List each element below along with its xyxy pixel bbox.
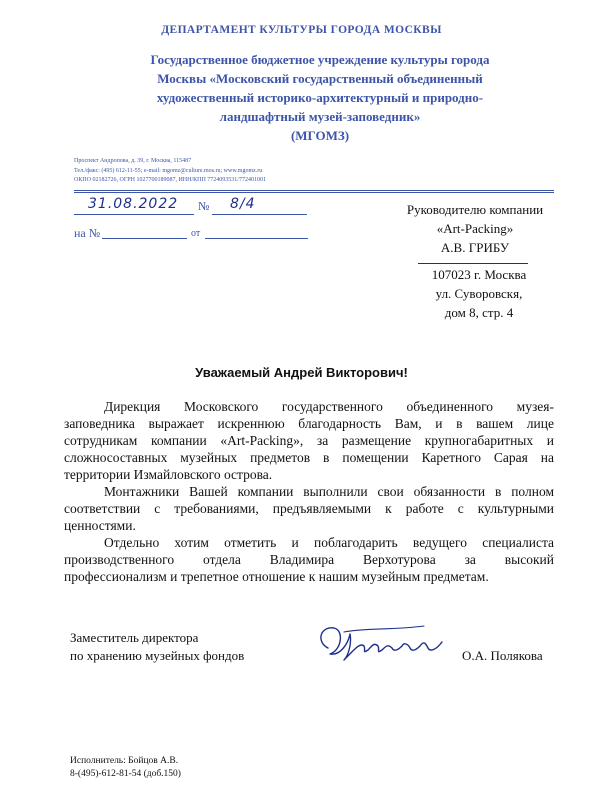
paragraph-line: Монтажники Вашей компании выполнили свои обязанности в полном [104, 484, 554, 499]
contact-address: Проспект Андропова, д. 39, г. Москва, 115487 [74, 158, 192, 164]
organization-line: художественный историко-архитектурный и природно- [156, 90, 484, 105]
paragraph-line: сложносоставных музейных предметов в помещении Каретного Сарая на [64, 450, 554, 465]
paragraph-line: производственного отдела Владимира Верхотурова за высокий [64, 552, 554, 567]
executor-name: Исполнитель: Бойцов А.В. [70, 756, 179, 766]
reply-number-line [102, 238, 187, 239]
letterhead-divider [74, 192, 554, 193]
paragraph-installers [64, 483, 554, 534]
letter-number: 8/4 [230, 196, 256, 212]
date-field-line [74, 214, 194, 215]
organization-abbreviation: (МГОМЗ) [290, 128, 350, 143]
contact-registration-codes: ОКПО 02182726, ОГРН 1027700189087, ИНН/КПП 7724093531/772401001 [74, 177, 266, 183]
paragraph-gratitude [64, 398, 554, 483]
executor-phone: 8-(495)-612-81-54 (доб.150) [70, 769, 181, 779]
department-header: ДЕПАРТАМЕНТ КУЛЬТУРЫ ГОРОДА МОСКВЫ [161, 24, 442, 36]
handwritten-signature [314, 620, 454, 665]
organization-line: Москвы «Московский государственный объединенный [157, 71, 483, 86]
position-line: по хранению музейных фондов [70, 648, 245, 663]
address-line: дом 8, стр. 4 [444, 305, 514, 320]
address-line: ул. Суворовскя, [435, 286, 523, 301]
addressee-block [370, 200, 580, 257]
number-label: № [198, 199, 210, 213]
number-field-line [212, 214, 307, 215]
addressee-divider [418, 263, 528, 264]
from-label: от [191, 228, 201, 239]
addressee-company: «Art-Packing» [436, 221, 514, 236]
paragraph-line: заповедника выражает искреннюю благодарность Вам, и в вашем лице [64, 416, 554, 431]
position-line: Заместитель директора [70, 630, 199, 645]
signatory-position [70, 629, 244, 665]
paragraph-line: Отдельно хотим отметить и поблагодарить ведущего специалиста [104, 535, 554, 550]
paragraph-line: соответствии с требованиями, предъявляемыми к работе с культурными [64, 501, 554, 516]
address-line: 107023 г. Москва [431, 267, 527, 282]
contact-phone-email: Тел./факс: (495) 612-11-55; e-mail: mgomz@culture.mos.ru; www.mgomz.ru [74, 167, 263, 174]
paragraph-line: профессионализм и трепетное отношение к нашим музейным предметам. [64, 569, 489, 584]
executor-info [70, 755, 181, 781]
addressee-name: А.В. ГРИБУ [440, 240, 510, 255]
paragraph-line: ценностями. [64, 518, 136, 533]
paragraph-line: территории Измайловского острова. [64, 467, 273, 482]
paragraph-line: сотрудникам компании «Art-Packing», за размещение крупногабаритных и [64, 433, 554, 448]
letter-date: 31.08.2022 [88, 196, 179, 212]
organization-name [110, 50, 530, 145]
organization-line: ландшафтный музей-заповедник» [219, 109, 421, 124]
reply-date-line [205, 238, 308, 239]
organization-line: Государственное бюджетное учреждение культуры города [150, 52, 490, 67]
paragraph-line: Дирекция Московского государственного объединенного музея- [104, 399, 554, 414]
salutation: Уважаемый Андрей Викторович! [195, 365, 408, 380]
addressee-position: Руководителю компании [406, 202, 544, 217]
contact-block [74, 157, 266, 186]
signatory-name: О.А. Полякова [462, 648, 543, 663]
reply-to-label: на № [74, 226, 101, 240]
letterhead-divider [74, 190, 554, 191]
addressee-address [404, 265, 554, 322]
paragraph-specialist [64, 534, 554, 585]
